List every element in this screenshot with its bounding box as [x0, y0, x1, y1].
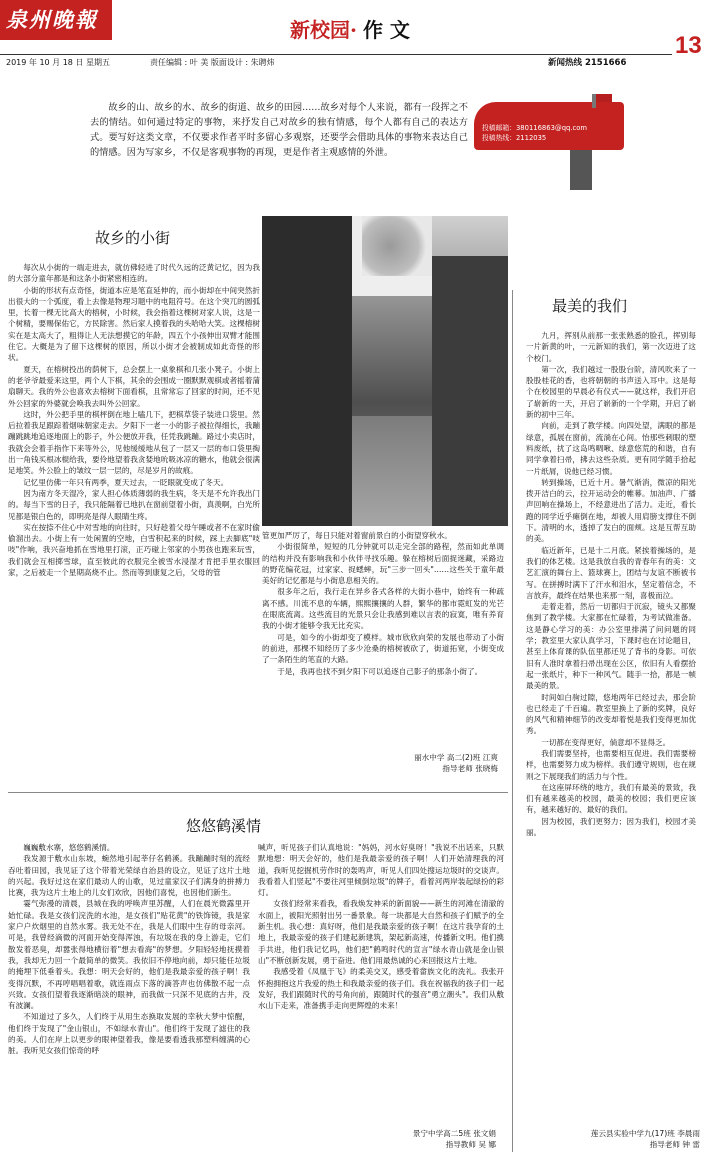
article2-paragraph: 转到操场，已近十月。暑气渐消，微凉的阳光拨开洁白的云，拉开运动会的帷幕。加油声、广播声回响在操场上，不经意进出了活力。走近，看长跑的同学近乎瘫倒在地，却被人用肩膀支撑住不倒下。清明的水，透掉了发白的面颊。这是互帮互助的美。: [526, 477, 696, 544]
mailbox-post: [570, 150, 592, 190]
editor-line: 责任编辑 : 叶 美 版面设计 : 朱聘炜: [150, 58, 275, 67]
article3-paragraph: 女孩们经常来看我，看我焕发神采的新面貌——新生的河滩在清澈的水面上，被阳光照射出另一番景象。每一块都是大自然和孩子们赋予的全新生机。我心想：真好呀，他们是我最亲爱的孩子啊！在这片我孕育的土地上，我最亲爱的孩子们建起新建筑，架起新高速，传播新文明。他们携手共进，他们我记忆吗，他们把"鹤鸣时代的宣言"绿水青山就是金山银山"不断创新发展，勇于奋进。他们用最热诚的心来回报这片土地。: [258, 899, 504, 965]
article1-title: 故乡的小街: [95, 229, 171, 247]
intro-paragraph: [90, 100, 468, 176]
date-line: 2019 年 10 月 18 日 星期五: [6, 58, 110, 67]
article1-paragraph: 很多年之后，我行走在异乡各式各样的大街小巷中，始终有一种疏离不感。川流不息的车辆，熙熙攘攘的人群，繁华的都市霓虹发的光芒在眼底流离。这些流目的光景只会让我感到难以言表的寂寞，唯有养育我的小街才能够令我无比充实。: [262, 587, 504, 631]
article3-paragraph: 我发源于敷水山东坡，蜿然地引起莘仔名鹤溪。我蹦蹦时刻的流经吞吐着田园，我见证了这个带着光荣绿自治县的设立，见证了这片土地的兴起。我好过这在家们最动人的山歌，见过童家汉子们满身的拼搏力比赛，我为这片土地上的儿女们欢欣，因他们喜悦，也因他们新生。: [8, 854, 250, 898]
article1-paragraph: 小街的形状有点奇怪，街道本应是笔直延伸的，而小街却在中间突然折出很大的一个弧度，看上去像是物理习题中的电阻符号。在这个突兀的圆弧里，长着一棵无比高大的榕树，小时候，我会指着这棵树对家人说，这是一个树精，要赐保佑它，方民除害。然后家人摸着我的头哈哈大笑。这棵榕树实在是太高大了，粗得让人无法想摸它的年龄，四五个小孩伸出双臂才能围住它。大概是为了留下这棵树的原因，所以小街才会被制成如此奇怪的形状。: [8, 285, 260, 363]
mailbox-flag: [596, 94, 612, 102]
article2-paragraph: 一切都在变得更好，倘意却不显得乏。: [541, 737, 671, 747]
article1-paragraph: 小街很简单，短短的几分钟就可以走完全部的路程，然而如此单调的结构并没有影响我和小伙伴寻找乐趣。躲在榕树后面捉迷藏，采路边的野花编花冠，过家家、捉蟋蟀，玩"三步一回头"……这些关于童年最美好的记忆都是与小街息息相关的。: [262, 542, 504, 586]
photo-street: [352, 416, 432, 526]
hotline: 新闻热线 2151666: [548, 58, 627, 68]
article3-paragraph: 我感受着《凤凰于飞》的柔美交叉，感受着畲族文化的洗礼。我张开怀抱拥抱这片我爱的热土和我最亲爱的孩子们。我在祝福我的孩子们一起发好，我们跟随时代的号角向前，跟随时代的强音"勇立潮头"。我们从敷水山下走来，准备携手走向更辉煌的未来！: [258, 967, 504, 1011]
article2-paragraph: 临近新年，已是十二月底。紧挨着操场的，是我们的体艺楼。这是我放自我的青春年有的美：文艺汇演的舞台上、篮球赛上，团结与友谊不断被书写。在拼搏时满下了汗水和泪水，坚定着信念，不言放弃，最终在结果也来那一刻，喜极而泣。: [526, 545, 696, 600]
article2-teacher: 指导老师 钟 雷: [649, 1140, 700, 1150]
article3-column1: [8, 842, 250, 1158]
article2-signature: [522, 1128, 700, 1158]
article3-author: 景宁中学高二5班 张文娟: [412, 1129, 496, 1138]
intro-text: 故乡的山、故乡的水、故乡的街道、故乡的田园……故乡对每个人来说，都有一段挥之不去的情结。如何通过特定的事物，来抒发自己对故乡的独有情感，每个人都有自己的表达方式。要写好这类文章，不仅要求作者平时多留心多观察，还要学会借助具体的事物来表达自己的情感。因为写家乡，不仅是客观事物的再现，更是作者主观感情的外泄。: [90, 102, 468, 158]
article3-teacher: 指导教师 吴 娜: [445, 1140, 496, 1150]
article1-paragraph: 这时，外公把手里的棋枰倒在地上嗑几下，把棋草袋子装进口袋里。然后拉着我足跟踪着烟味朝家走去。夕阳下一老一小的影子被拉得细长，我蹦蹦跳跳地追逐地面上的影子，外公便放开我，任凭我跳蹦。路过小卖店时，我就会会着手指作下来等外公，见他缓缓地从包了一层又一层的布口袋里掏出一角钱买根冰棍给我，要伶地望着我贪婪地吮吸冰凉的糖水，他就会很满足地笑。外公脸上的皱纹一层一层的，尽是岁月的故痕。: [8, 409, 260, 476]
photo-left-wall: [262, 216, 352, 526]
section-title-sub: 作 文: [362, 18, 410, 42]
article1-paragraph: 每次从小街的一端走进去，就仿佛轻进了时代久远的泛黄记忆，因为我的大部分童年都是和这条小街紧密相连的。: [8, 263, 260, 284]
article1-column1: [8, 262, 260, 784]
article1-paragraph: 夏天，在榕树投出的荫树下，总会摆上一桌象棋和几张小凳子。小街上的老爷爷最爱来这里，两个人下棋，其余的会围成一圈默默观棋或者摇着蒲扇聊天。我的外公也喜欢去榕树下面看棋，且常常忘了回家的时间，还不见外公回家的外婆就会唤我去叫外公回家。: [8, 364, 260, 408]
article1-signature: [262, 752, 498, 782]
section-title: [290, 14, 460, 48]
article2-paragraph: 在这座屏环绕的地方，我们有最美的景致，我们有越来越美的校园，最美的校园；我们更应该有，越来越好的、最好的我们。: [526, 782, 696, 815]
article2-paragraph: 九月，挥别从前那一张张熟悉的脸孔，挥别每一片新黄的叶，一元新知的我们，第一次迈进了这个校门。: [526, 331, 696, 363]
article3-paragraph: 喊声，听见孩子们认真地说："妈妈，河水好臭呀！"我说不出话来，只默默地想：明天会好的，他们是我最亲爱的孩子啊！人们开始清理我的河道，我听见挖掘机劳作时的轰鸣声，听见人们四处搜运垃圾时的交谈声。我看着人们竖起"不要往河里倾倒垃圾"的牌子，看着河两岸装起绿扮的彩灯。: [258, 843, 504, 898]
article2-column: [526, 330, 696, 1128]
article1-author: 丽水中学 高二(2)班 江爽: [414, 753, 498, 762]
mailbox-email: 投稿邮箱：380116863@qq.com: [482, 124, 588, 132]
header-rule: [0, 54, 672, 55]
article3-column2: [258, 842, 504, 1128]
article1-paragraph: 记忆里仿佛一年只有两季，夏天过去，一眨眼就变成了冬天。: [23, 477, 229, 487]
photo-tree: [362, 216, 432, 276]
article1-column2: [262, 530, 504, 768]
article1-teacher: 指导老师 张晓梅: [442, 764, 498, 774]
article2-paragraph: 第一次，我们越过一股股台阶，清风吹来了一股股桂花的香，也将朝朝的书声送入耳中。这是每个在校园里的早晨必有仪式——就这样，我们开启了崭新的一天，开启了崭新的一个学期，开启了崭新的初中三年。: [526, 364, 696, 420]
article2-paragraph: 我们需要坚持，也需要相互促进。我们需要榜样，也需要努力成为榜样。我们遵守规则，也在规则之下展现我们的活力与个性。: [526, 748, 696, 781]
article2-paragraph: 向前，走到了教学楼。向四处望，满眼的都是绿意，孤展在窗前，流淌在心间。怡那些刺眼的塑料废纸，扰了这岛鸣啁啾、绿意悠荒的和谐，自有同学拿着扫帚，拂去这些杂质。更有同学随手拾起一片纸屑，说他已经习惯。: [526, 421, 696, 476]
section-divider: [8, 792, 508, 793]
article2-title: 最美的我们: [552, 297, 628, 315]
article3-paragraph: 不知道过了多久，人们终于从用生态换取发展的幸秋大梦中惊醒，他们终于发现了"金山银山，不如绿水青山"。他们终于发现了滤住的我的美。人们在岸上以更步的眼神望着我，像是要看透我那塑料缠满的心脏。我听见女孩们惊奇的呼: [8, 1012, 250, 1056]
article1-paragraph: 因为南方冬天湿冷，家人担心体质薄弱的我生病，冬天是不允许我出门的。每当下雪的日子，我只能隔着已地扒在窗前望着小街，真羡啊，白光所见都是银白色的，即明亮是得人眼睛生疼。: [8, 488, 260, 521]
section-title-main: 新校园: [290, 18, 350, 42]
article3-signature: [258, 1128, 496, 1158]
column-divider: [512, 290, 513, 1152]
page-number: 13: [675, 32, 702, 59]
article1-photo: [262, 216, 508, 526]
article3-title: 悠悠鹤溪情: [186, 817, 262, 835]
photo-right-wall: [432, 256, 508, 526]
section-title-sep: ·: [350, 18, 357, 42]
mailbox-phone: 投稿热线：2112035: [482, 134, 547, 142]
article3-paragraph: 霎气弥漫的清晨，县城在我的呼唤声里苏醒，人们在晨光微露里开始忙碌。我是女孩们浣洗的水池，是女孩们"贴花黄"的铁饰镜，我是家家户户炊烟里的自然水雾。我无处不在，我是人们眼中生存的母亲河。可是，我曾经滴微的河面开始变得浑浊，有垃圾在我的身上游走，它们散发着恶臭，却嚣张得地横衍着"想去看海"的梦想。夕阳轻轻地抚摸着我，我却无力回一个最简单的微笑。我依旧不停地向前，却只能任垃圾的掩埋下低垂着头。我想：明天会好的，他们是我最亲爱的孩子啊！我变得沉默，不再哼唱唱着歌，就连雨点下落的滴答声也仿佛散不起一点兴致。女孩们望着我逐渐暗淡的眼神，而我做一只深不见底的古井，没有波澜。: [8, 899, 250, 1011]
article1-paragraph: 于是，我再也找不到夕阳下可以追逐自己影子的那条小街了。: [277, 666, 483, 676]
article1-paragraph: 管更加严厉了，每日只能对着窗前景白的小街望穿秋水。: [262, 531, 452, 540]
article1-paragraph: 可是，如今的小街却变了模样。城市欣欣向荣的发展也带动了小街的前进，那棵不知经历了多少沧桑的榕树被砍了，街道拓宽，小街变成了一条陌生的笔直的大路。: [262, 632, 504, 665]
article2-paragraph: 因为校园，我们更努力；因为我们，校园才美丽。: [526, 816, 696, 838]
masthead-logo-text: 泉州晚報: [6, 7, 98, 32]
article1-paragraph: 实在按捺不住心中对雪地的向往时，只好趁着父母午睡或者不在家时偷偷溜出去。小街上有一处闲置的空地，白雪积起来的时候，踩上去脚底"吱吱"作响，我兴奋地抓在雪地里打滚，正巧碰上邻家的小男孩也跑来玩雪，我们就会互相掷雪球，直至彼此的衣服完全被雪水浸湿才肯把手里衣服回家，之后被走一个星期高烧不止。然而等到康复之后，父母的管: [8, 522, 260, 578]
article2-paragraph: 时间如白驹过隙，悠地两年已经过去，那会阶也已经走了千百遍。教室里换上了新的奖牌，良好的风气和精神细节的改变却着悦是我们变得更加优秀。: [526, 692, 696, 736]
article3-paragraph: 巍巍敷水寨，悠悠鹤溪情。: [23, 843, 115, 852]
article2-author: 莲云县实验中学九(17)班 李晨雨: [590, 1129, 700, 1138]
mailbox-illustration: [474, 94, 624, 190]
article2-paragraph: 走着走着，然后一切都归于沉寂，镜头又都聚焦到了教学楼。大家都在忙碌着，为考试做准备。这是静心学习的美：办公室里排满了问问题的同学；教室里大家认真学习，下课时也在讨论题目，甚至上体育课的队伍里都还见了背书的身影。可依旧有人准时拿着扫帚出现在公区，依旧有人看摆拾起一张纸片，种下一种风气。随手一拾，都是一帧最美的景。: [526, 602, 696, 691]
